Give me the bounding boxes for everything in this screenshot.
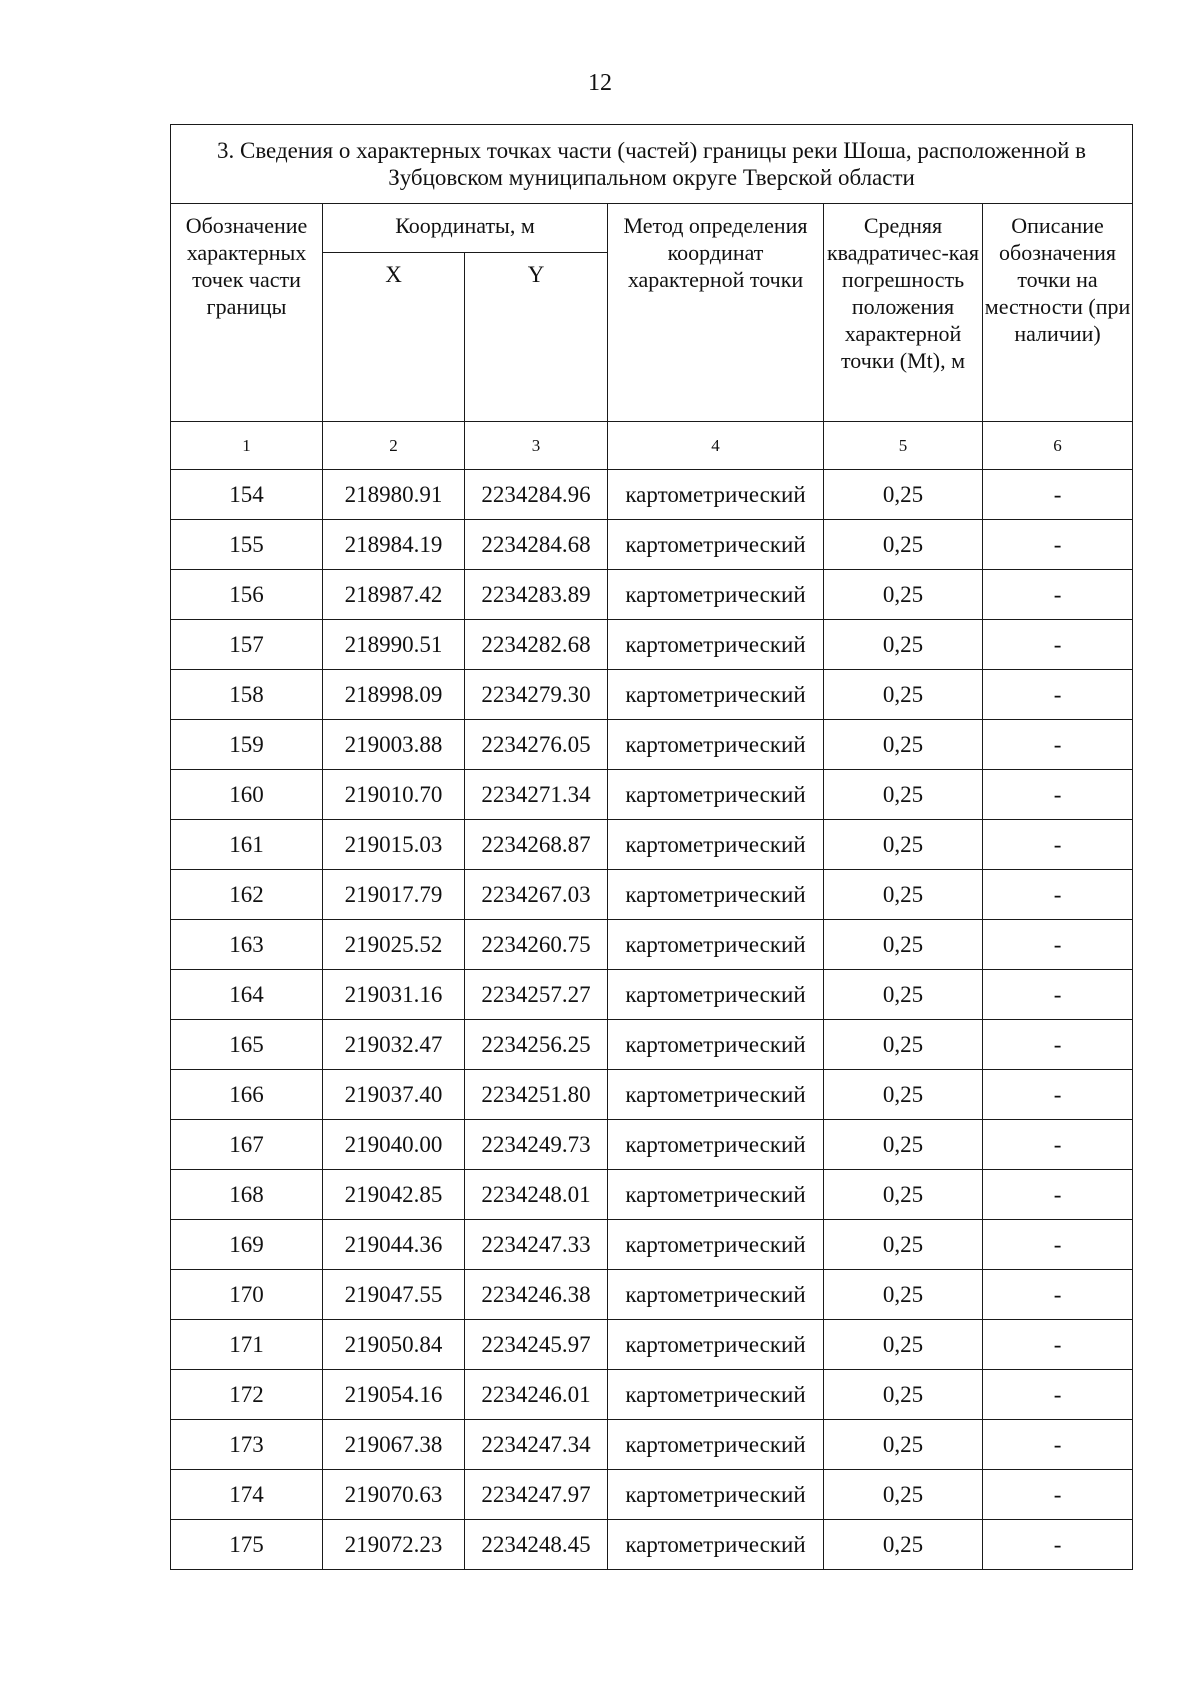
error-cell: 0,25 bbox=[824, 670, 983, 720]
point-number-cell: 156 bbox=[171, 570, 323, 620]
x-coordinate-cell: 219003.88 bbox=[323, 720, 465, 770]
x-coordinate-cell: 219042.85 bbox=[323, 1170, 465, 1220]
column-number: 3 bbox=[465, 422, 608, 470]
method-cell: картометрический bbox=[608, 1470, 824, 1520]
point-number-cell: 157 bbox=[171, 620, 323, 670]
description-cell: - bbox=[983, 1470, 1133, 1520]
point-number-cell: 166 bbox=[171, 1070, 323, 1120]
x-coordinate-cell: 219070.63 bbox=[323, 1470, 465, 1520]
table-row bbox=[171, 1320, 1133, 1370]
table-row bbox=[171, 1120, 1133, 1170]
table-row bbox=[171, 1220, 1133, 1270]
table-title: 3. Сведения о характерных точках части (частей) границы реки Шоша, расположенной в Зубцовском муниципальном округе Тверской области bbox=[171, 125, 1133, 204]
description-cell: - bbox=[983, 1220, 1133, 1270]
x-coordinate-cell: 219050.84 bbox=[323, 1320, 465, 1370]
y-coordinate-cell: 2234284.96 bbox=[465, 470, 608, 520]
y-coordinate-cell: 2234247.34 bbox=[465, 1420, 608, 1470]
table-row bbox=[171, 570, 1133, 620]
point-number-cell: 170 bbox=[171, 1270, 323, 1320]
error-cell: 0,25 bbox=[824, 1120, 983, 1170]
y-coordinate-cell: 2234284.68 bbox=[465, 520, 608, 570]
x-coordinate-cell: 219044.36 bbox=[323, 1220, 465, 1270]
table-row bbox=[171, 1470, 1133, 1520]
table-row bbox=[171, 1520, 1133, 1570]
description-cell: - bbox=[983, 1420, 1133, 1470]
y-coordinate-cell: 2234271.34 bbox=[465, 770, 608, 820]
y-coordinate-cell: 2234245.97 bbox=[465, 1320, 608, 1370]
point-number-cell: 160 bbox=[171, 770, 323, 820]
error-cell: 0,25 bbox=[824, 720, 983, 770]
y-coordinate-cell: 2234247.33 bbox=[465, 1220, 608, 1270]
description-cell: - bbox=[983, 620, 1133, 670]
method-cell: картометрический bbox=[608, 1020, 824, 1070]
header-y: Y bbox=[465, 253, 608, 422]
method-cell: картометрический bbox=[608, 970, 824, 1020]
y-coordinate-cell: 2234268.87 bbox=[465, 820, 608, 870]
table-row bbox=[171, 1070, 1133, 1120]
table-row bbox=[171, 1270, 1133, 1320]
point-number-cell: 168 bbox=[171, 1170, 323, 1220]
header-method: Метод определения координат характерной точки bbox=[608, 204, 824, 422]
error-cell: 0,25 bbox=[824, 1520, 983, 1570]
method-cell: картометрический bbox=[608, 1120, 824, 1170]
method-cell: картометрический bbox=[608, 1370, 824, 1420]
x-coordinate-cell: 219010.70 bbox=[323, 770, 465, 820]
description-cell: - bbox=[983, 770, 1133, 820]
table-row bbox=[171, 820, 1133, 870]
description-cell: - bbox=[983, 1520, 1133, 1570]
method-cell: картометрический bbox=[608, 1320, 824, 1370]
error-cell: 0,25 bbox=[824, 1470, 983, 1520]
method-cell: картометрический bbox=[608, 820, 824, 870]
x-coordinate-cell: 219025.52 bbox=[323, 920, 465, 970]
error-cell: 0,25 bbox=[824, 770, 983, 820]
boundary-points-table bbox=[170, 124, 1133, 1570]
error-cell: 0,25 bbox=[824, 570, 983, 620]
table-row bbox=[171, 970, 1133, 1020]
method-cell: картометрический bbox=[608, 1220, 824, 1270]
header-mean-square-error: Средняя квадратичес-кая погрешность положения характерной точки (Mt), м bbox=[824, 204, 983, 422]
x-coordinate-cell: 219054.16 bbox=[323, 1370, 465, 1420]
method-cell: картометрический bbox=[608, 1070, 824, 1120]
point-number-cell: 175 bbox=[171, 1520, 323, 1570]
error-cell: 0,25 bbox=[824, 970, 983, 1020]
y-coordinate-cell: 2234247.97 bbox=[465, 1470, 608, 1520]
x-coordinate-cell: 218990.51 bbox=[323, 620, 465, 670]
x-coordinate-cell: 218980.91 bbox=[323, 470, 465, 520]
error-cell: 0,25 bbox=[824, 1370, 983, 1420]
point-number-cell: 164 bbox=[171, 970, 323, 1020]
method-cell: картометрический bbox=[608, 470, 824, 520]
description-cell: - bbox=[983, 970, 1133, 1020]
table-row bbox=[171, 620, 1133, 670]
x-coordinate-cell: 219032.47 bbox=[323, 1020, 465, 1070]
method-cell: картометрический bbox=[608, 1520, 824, 1570]
point-number-cell: 162 bbox=[171, 870, 323, 920]
y-coordinate-cell: 2234248.01 bbox=[465, 1170, 608, 1220]
method-cell: картометрический bbox=[608, 670, 824, 720]
table-row bbox=[171, 770, 1133, 820]
y-coordinate-cell: 2234246.01 bbox=[465, 1370, 608, 1420]
x-coordinate-cell: 219047.55 bbox=[323, 1270, 465, 1320]
y-coordinate-cell: 2234256.25 bbox=[465, 1020, 608, 1070]
error-cell: 0,25 bbox=[824, 520, 983, 570]
x-coordinate-cell: 218984.19 bbox=[323, 520, 465, 570]
table-row bbox=[171, 670, 1133, 720]
column-number: 4 bbox=[608, 422, 824, 470]
y-coordinate-cell: 2234257.27 bbox=[465, 970, 608, 1020]
x-coordinate-cell: 219072.23 bbox=[323, 1520, 465, 1570]
method-cell: картометрический bbox=[608, 920, 824, 970]
x-coordinate-cell: 219017.79 bbox=[323, 870, 465, 920]
error-cell: 0,25 bbox=[824, 1220, 983, 1270]
point-number-cell: 174 bbox=[171, 1470, 323, 1520]
x-coordinate-cell: 219067.38 bbox=[323, 1420, 465, 1470]
point-number-cell: 159 bbox=[171, 720, 323, 770]
description-cell: - bbox=[983, 1270, 1133, 1320]
error-cell: 0,25 bbox=[824, 1170, 983, 1220]
header-x: X bbox=[323, 253, 465, 422]
error-cell: 0,25 bbox=[824, 870, 983, 920]
y-coordinate-cell: 2234283.89 bbox=[465, 570, 608, 620]
table-row bbox=[171, 720, 1133, 770]
description-cell: - bbox=[983, 1320, 1133, 1370]
column-number: 1 bbox=[171, 422, 323, 470]
error-cell: 0,25 bbox=[824, 1020, 983, 1070]
description-cell: - bbox=[983, 670, 1133, 720]
point-number-cell: 171 bbox=[171, 1320, 323, 1370]
description-cell: - bbox=[983, 1020, 1133, 1070]
description-cell: - bbox=[983, 570, 1133, 620]
x-coordinate-cell: 219015.03 bbox=[323, 820, 465, 870]
description-cell: - bbox=[983, 1170, 1133, 1220]
point-number-cell: 154 bbox=[171, 470, 323, 520]
y-coordinate-cell: 2234267.03 bbox=[465, 870, 608, 920]
page-number: 12 bbox=[588, 70, 612, 96]
y-coordinate-cell: 2234248.45 bbox=[465, 1520, 608, 1570]
column-numbers-row bbox=[171, 422, 1133, 470]
error-cell: 0,25 bbox=[824, 1270, 983, 1320]
description-cell: - bbox=[983, 520, 1133, 570]
point-number-cell: 169 bbox=[171, 1220, 323, 1270]
method-cell: картометрический bbox=[608, 570, 824, 620]
x-coordinate-cell: 218998.09 bbox=[323, 670, 465, 720]
method-cell: картометрический bbox=[608, 1270, 824, 1320]
point-number-cell: 173 bbox=[171, 1420, 323, 1470]
column-number: 6 bbox=[983, 422, 1133, 470]
point-number-cell: 172 bbox=[171, 1370, 323, 1420]
error-cell: 0,25 bbox=[824, 1070, 983, 1120]
method-cell: картометрический bbox=[608, 1170, 824, 1220]
error-cell: 0,25 bbox=[824, 920, 983, 970]
method-cell: картометрический bbox=[608, 720, 824, 770]
description-cell: - bbox=[983, 1370, 1133, 1420]
y-coordinate-cell: 2234246.38 bbox=[465, 1270, 608, 1320]
description-cell: - bbox=[983, 870, 1133, 920]
y-coordinate-cell: 2234260.75 bbox=[465, 920, 608, 970]
point-number-cell: 161 bbox=[171, 820, 323, 870]
y-coordinate-cell: 2234249.73 bbox=[465, 1120, 608, 1170]
method-cell: картометрический bbox=[608, 770, 824, 820]
x-coordinate-cell: 219040.00 bbox=[323, 1120, 465, 1170]
header-point-designation: Обозначение характерных точек части границы bbox=[171, 204, 323, 422]
method-cell: картометрический bbox=[608, 520, 824, 570]
point-number-cell: 163 bbox=[171, 920, 323, 970]
method-cell: картометрический bbox=[608, 870, 824, 920]
error-cell: 0,25 bbox=[824, 1320, 983, 1370]
point-number-cell: 158 bbox=[171, 670, 323, 720]
table-row bbox=[171, 1170, 1133, 1220]
header-coordinates: Координаты, м bbox=[323, 204, 608, 253]
header-description: Описание обозначения точки на местности (при наличии) bbox=[983, 204, 1133, 422]
x-coordinate-cell: 218987.42 bbox=[323, 570, 465, 620]
column-number: 5 bbox=[824, 422, 983, 470]
table-row bbox=[171, 470, 1133, 520]
description-cell: - bbox=[983, 920, 1133, 970]
point-number-cell: 155 bbox=[171, 520, 323, 570]
description-cell: - bbox=[983, 720, 1133, 770]
y-coordinate-cell: 2234282.68 bbox=[465, 620, 608, 670]
table-row bbox=[171, 1020, 1133, 1070]
point-number-cell: 165 bbox=[171, 1020, 323, 1070]
description-cell: - bbox=[983, 1120, 1133, 1170]
table-row bbox=[171, 870, 1133, 920]
method-cell: картометрический bbox=[608, 1420, 824, 1470]
table-row bbox=[171, 920, 1133, 970]
y-coordinate-cell: 2234279.30 bbox=[465, 670, 608, 720]
table-row bbox=[171, 1370, 1133, 1420]
point-number-cell: 167 bbox=[171, 1120, 323, 1170]
description-cell: - bbox=[983, 470, 1133, 520]
error-cell: 0,25 bbox=[824, 620, 983, 670]
error-cell: 0,25 bbox=[824, 1420, 983, 1470]
error-cell: 0,25 bbox=[824, 820, 983, 870]
y-coordinate-cell: 2234251.80 bbox=[465, 1070, 608, 1120]
description-cell: - bbox=[983, 1070, 1133, 1120]
method-cell: картометрический bbox=[608, 620, 824, 670]
table-row bbox=[171, 1420, 1133, 1470]
y-coordinate-cell: 2234276.05 bbox=[465, 720, 608, 770]
error-cell: 0,25 bbox=[824, 470, 983, 520]
table-row bbox=[171, 520, 1133, 570]
description-cell: - bbox=[983, 820, 1133, 870]
x-coordinate-cell: 219031.16 bbox=[323, 970, 465, 1020]
x-coordinate-cell: 219037.40 bbox=[323, 1070, 465, 1120]
column-number: 2 bbox=[323, 422, 465, 470]
